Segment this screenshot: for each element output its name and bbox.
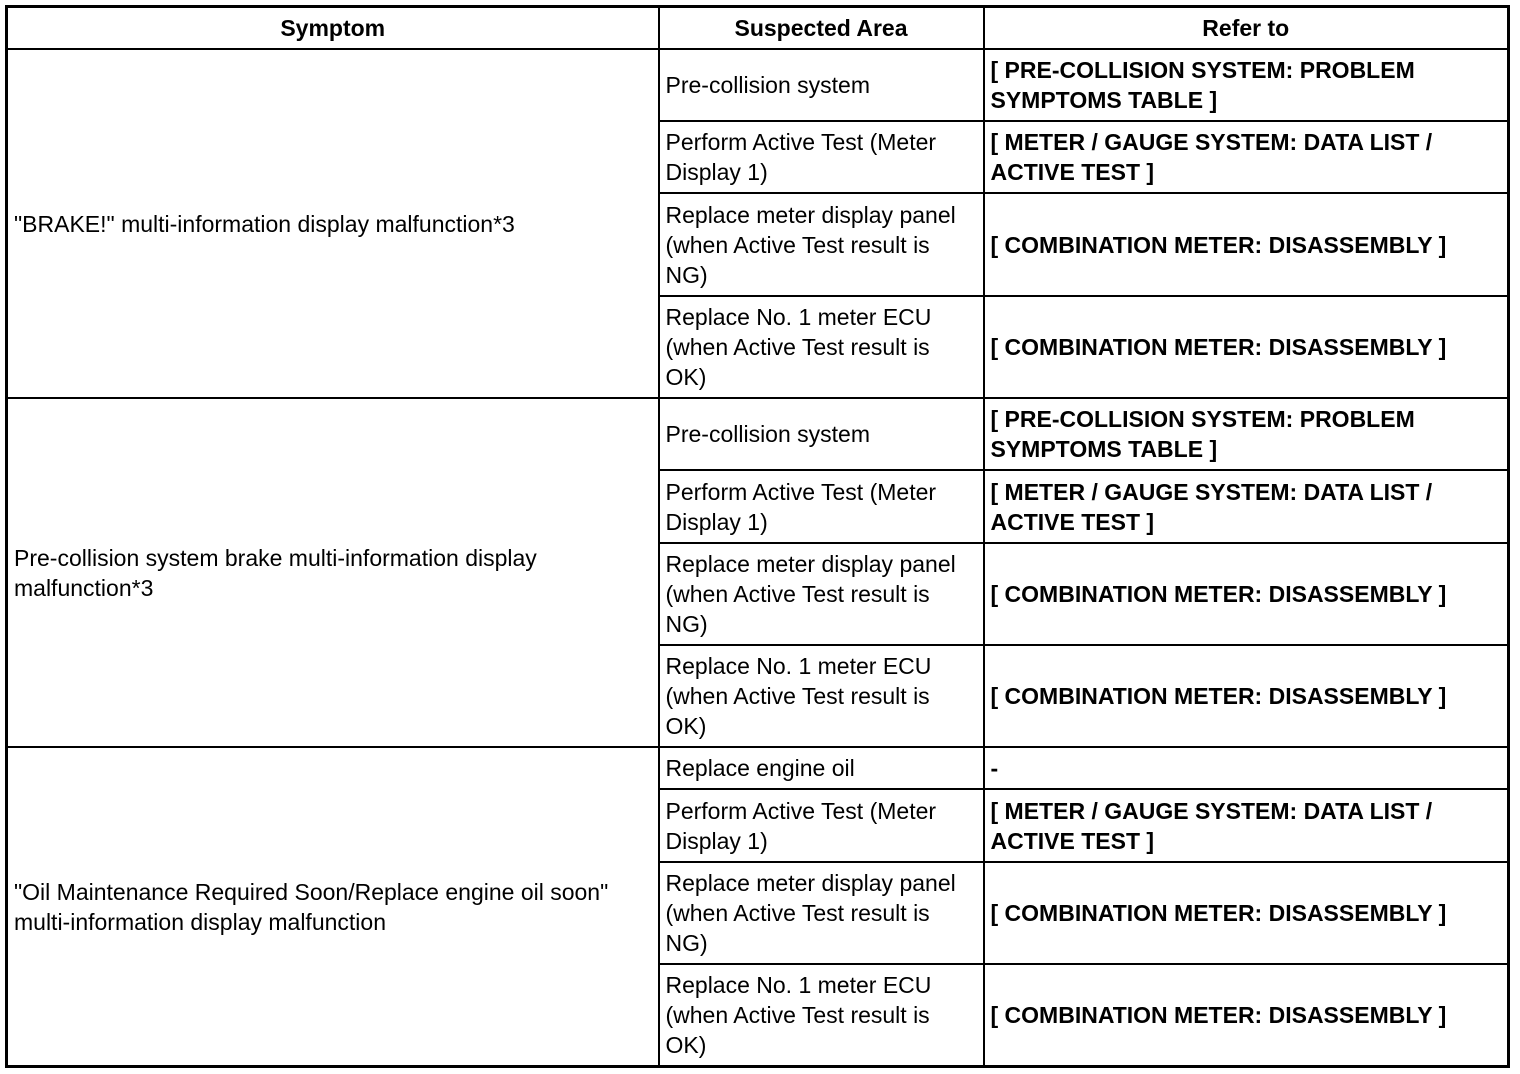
symptoms-table [5,5,1510,1068]
refer-to-cell: - [984,747,1509,789]
suspected-area-cell: Perform Active Test (Meter Display 1) [659,121,984,193]
suspected-area-cell: Pre-collision system [659,49,984,121]
refer-to-cell: [ COMBINATION METER: DISASSEMBLY ] [984,645,1509,747]
refer-to-cell: [ COMBINATION METER: DISASSEMBLY ] [984,193,1509,295]
table-row [7,49,1509,121]
refer-to-cell: [ METER / GAUGE SYSTEM: DATA LIST / ACTIVE TEST ] [984,121,1509,193]
suspected-area-cell: Replace meter display panel (when Active Test result is NG) [659,862,984,964]
header-symptom: Symptom [7,7,659,50]
suspected-area-cell: Replace No. 1 meter ECU (when Active Test result is OK) [659,296,984,398]
suspected-area-cell: Replace meter display panel (when Active Test result is NG) [659,543,984,645]
header-row [7,7,1509,50]
refer-to-cell: [ PRE-COLLISION SYSTEM: PROBLEM SYMPTOMS TABLE ] [984,398,1509,470]
header-suspected-area: Suspected Area [659,7,984,50]
symptom-cell: "Oil Maintenance Required Soon/Replace engine oil soon" multi-information display malfunction [7,747,659,1066]
refer-to-cell: [ COMBINATION METER: DISASSEMBLY ] [984,862,1509,964]
table-row [7,398,1509,470]
refer-to-cell: [ METER / GAUGE SYSTEM: DATA LIST / ACTIVE TEST ] [984,470,1509,542]
refer-to-cell: [ METER / GAUGE SYSTEM: DATA LIST / ACTIVE TEST ] [984,789,1509,861]
suspected-area-cell: Replace No. 1 meter ECU (when Active Test result is OK) [659,645,984,747]
refer-to-cell: [ COMBINATION METER: DISASSEMBLY ] [984,964,1509,1066]
symptom-cell: Pre-collision system brake multi-information display malfunction*3 [7,398,659,747]
suspected-area-cell: Pre-collision system [659,398,984,470]
refer-to-cell: [ PRE-COLLISION SYSTEM: PROBLEM SYMPTOMS TABLE ] [984,49,1509,121]
suspected-area-cell: Perform Active Test (Meter Display 1) [659,789,984,861]
suspected-area-cell: Replace No. 1 meter ECU (when Active Test result is OK) [659,964,984,1066]
refer-to-cell: [ COMBINATION METER: DISASSEMBLY ] [984,296,1509,398]
suspected-area-cell: Replace meter display panel (when Active Test result is NG) [659,193,984,295]
suspected-area-cell: Replace engine oil [659,747,984,789]
refer-to-cell: [ COMBINATION METER: DISASSEMBLY ] [984,543,1509,645]
header-refer-to: Refer to [984,7,1509,50]
suspected-area-cell: Perform Active Test (Meter Display 1) [659,470,984,542]
table-row [7,747,1509,789]
symptom-cell: "BRAKE!" multi-information display malfunction*3 [7,49,659,398]
